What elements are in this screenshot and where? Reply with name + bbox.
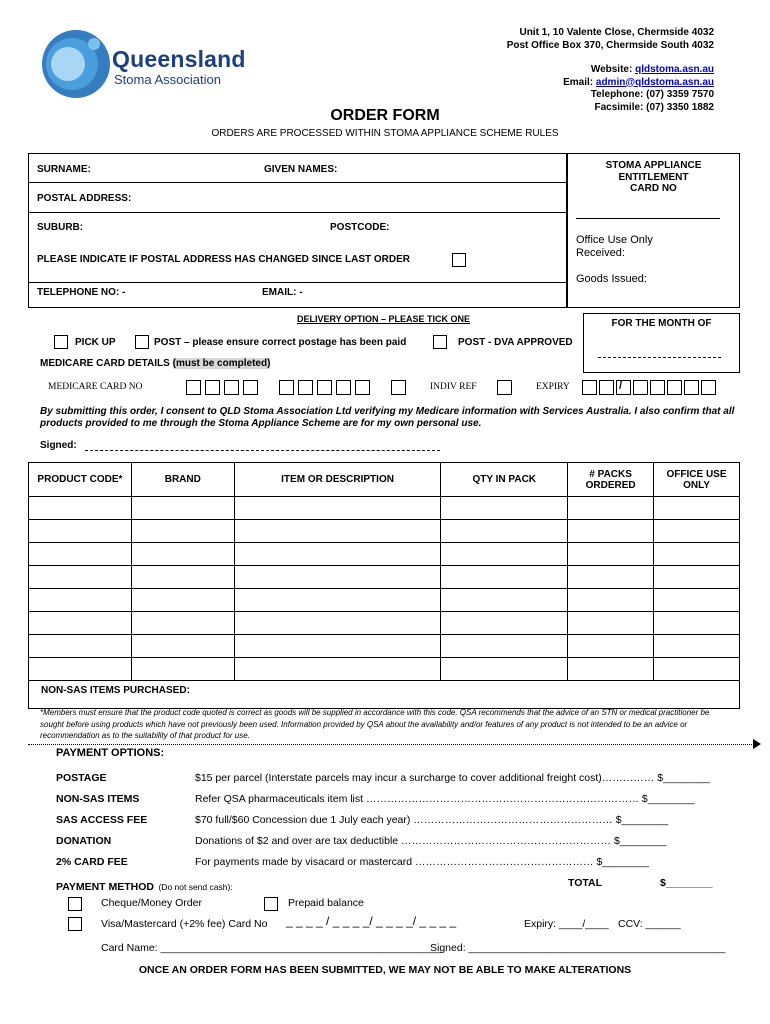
signature-line[interactable] [85, 450, 440, 451]
non-sas-label: NON-SAS ITEMS PURCHASED: [41, 685, 190, 696]
office-use-text: Office Use Only Received: [576, 234, 653, 259]
payment-row-sas-fee: SAS ACCESS FEE $70 full/$60 Concession due 1 July each year) ………………………………………………… $________ [56, 814, 669, 826]
prepaid-checkbox[interactable] [264, 897, 278, 911]
medicare-digit-box[interactable] [243, 380, 258, 395]
email-line: Email: admin@qldstoma.asn.au [563, 76, 714, 88]
card-expiry-field[interactable]: Expiry: ____/____ [524, 918, 609, 930]
disclaimer-text: *Members must ensure that the product code quoted is correct as goods will be supplied in accordance with this code. QSA recommends that the advice of an STN or medical practitioner be sought before using products which have not previously been used. Information provided by QSA about the availability and/or features of any product is not intended to be an advice or recommendation as to the suitability of that product for use. [40, 708, 710, 740]
post-label: POST – please ensure correct postage has been paid [154, 337, 407, 348]
col-header-brand: BRAND [131, 463, 234, 497]
form-title: ORDER FORM [330, 107, 440, 124]
medicare-digit-box[interactable] [279, 380, 294, 395]
payment-sas-fee-amount[interactable]: $70 full/$60 Concession due 1 July each year) ………………………………………………… $________ [195, 814, 669, 826]
payment-donation-amount[interactable]: Donations of $2 and over are tax deductible …………………………………………………… $________ [195, 835, 667, 847]
products-table [28, 462, 740, 709]
total-amount[interactable]: $________ [660, 877, 713, 889]
medicare-digit-box[interactable] [355, 380, 370, 395]
medicare-digit-box[interactable] [186, 380, 201, 395]
visa-checkbox[interactable] [68, 917, 82, 931]
postal-address-label[interactable]: POSTAL ADDRESS: [37, 193, 132, 204]
medicare-card-no-label: MEDICARE CARD NO [48, 382, 143, 392]
cut-line [28, 744, 756, 745]
entitlement-heading: STOMA APPLIANCE ENTITLEMENT CARD NO [605, 160, 702, 194]
payment-method-label: PAYMENT METHOD (Do not send cash): [56, 881, 233, 893]
prepaid-label: Prepaid balance [288, 897, 364, 909]
table-row [29, 612, 740, 635]
payment-postage-amount[interactable]: $15 per parcel (Interstate parcels may incur a surcharge to cover additional freight cost)…………… $________ [195, 772, 710, 784]
logo [28, 24, 258, 104]
payment-heading: PAYMENT OPTIONS: [56, 747, 165, 759]
table-row [29, 658, 740, 681]
cut-arrow-icon [753, 739, 761, 749]
month-line[interactable] [598, 357, 721, 358]
col-header-product-code: PRODUCT CODE* [29, 463, 132, 497]
expiry-digit-box[interactable] [599, 380, 614, 395]
expiry-digit-box[interactable] [633, 380, 648, 395]
medicare-digit-box[interactable] [317, 380, 332, 395]
post-checkbox[interactable] [135, 335, 149, 349]
telephone-line: Telephone: (07) 3359 7570 [590, 89, 714, 100]
payment-card-fee-amount[interactable]: For payments made by visacard or mastercard …………………………………………… $________ [195, 856, 649, 868]
dva-checkbox[interactable] [433, 335, 447, 349]
expiry-label: EXPIRY [536, 382, 570, 392]
indiv-ref-label: INDIV REF [430, 382, 477, 392]
payment-row-non-sas: NON-SAS ITEMS Refer QSA pharmaceuticals item list …………………………………………………………………… $________ [56, 793, 695, 805]
total-label: TOTAL [568, 877, 603, 889]
expiry-digit-box[interactable] [684, 380, 699, 395]
given-names-label[interactable]: GIVEN NAMES: [264, 164, 338, 175]
expiry-digit-box[interactable] [667, 380, 682, 395]
medicare-digit-box[interactable] [391, 380, 406, 395]
expiry-digit-box[interactable] [582, 380, 597, 395]
indiv-ref-box[interactable] [497, 380, 512, 395]
logo-subtitle: Stoma Association [114, 72, 221, 87]
card-number-field[interactable]: _ _ _ _ / _ _ _ _/ _ _ _ _/ _ _ _ _ [286, 914, 457, 928]
facsimile-line: Facsimile: (07) 3350 1882 [594, 101, 714, 113]
address-line-1: Unit 1, 10 Valente Close, Chermside 4032 [519, 27, 714, 38]
telephone-label[interactable]: TELEPHONE NO: - [37, 287, 126, 298]
email-label[interactable]: EMAIL: - [262, 287, 303, 298]
table-row [29, 497, 740, 520]
logo-title: Queensland [112, 46, 246, 72]
entitlement-card-line[interactable] [576, 218, 720, 219]
medicare-digit-box[interactable] [298, 380, 313, 395]
medicare-digit-box[interactable] [336, 380, 351, 395]
for-month-label: FOR THE MONTH OF [611, 318, 712, 329]
email-link[interactable]: admin@qldstoma.asn.au [595, 76, 714, 88]
table-row [29, 566, 740, 589]
contact-block [507, 27, 714, 114]
col-header-packs: # PACKS ORDERED [568, 463, 654, 497]
address-changed-label: PLEASE INDICATE IF POSTAL ADDRESS HAS CHANGED SINCE LAST ORDER [37, 254, 410, 265]
payment-non-sas-amount[interactable]: Refer QSA pharmaceuticals item list …………………………………………………………………… $________ [195, 793, 695, 805]
payment-row-postage: POSTAGE $15 per parcel (Interstate parcels may incur a surcharge to cover additional freight cost)…………… $________ [56, 772, 710, 784]
expiry-slash: / [619, 380, 623, 392]
col-header-item: ITEM OR DESCRIPTION [234, 463, 441, 497]
form-subtitle: ORDERS ARE PROCESSED WITHIN STOMA APPLIANCE SCHEME RULES [211, 128, 559, 139]
expiry-digit-box[interactable] [650, 380, 665, 395]
postcode-label[interactable]: POSTCODE: [330, 222, 390, 233]
dva-label: POST - DVA APPROVED [458, 337, 573, 348]
cheque-label: Cheque/Money Order [101, 897, 202, 909]
table-row [29, 589, 740, 612]
cheque-checkbox[interactable] [68, 897, 82, 911]
card-signed-field[interactable]: Signed: ____________________________________________ [430, 942, 726, 954]
table-row [29, 543, 740, 566]
table-row [29, 520, 740, 543]
suburb-label[interactable]: SUBURB: [37, 222, 84, 233]
medicare-digit-box[interactable] [205, 380, 220, 395]
goods-issued-text: Goods Issued: [576, 273, 647, 285]
table-row [29, 635, 740, 658]
visa-label: Visa/Mastercard (+2% fee) Card No [101, 918, 268, 930]
signed-label: Signed: [40, 440, 77, 451]
ccv-field[interactable]: CCV: ______ [618, 918, 681, 930]
medicare-heading: MEDICARE CARD DETAILS (must be completed) [40, 358, 271, 369]
address-changed-checkbox[interactable] [452, 253, 466, 267]
pickup-checkbox[interactable] [54, 335, 68, 349]
col-header-office: OFFICE USE ONLY [654, 463, 740, 497]
medicare-digit-box[interactable] [224, 380, 239, 395]
payment-row-card-fee: 2% CARD FEE For payments made by visacard or mastercard …………………………………………… $________ [56, 856, 649, 868]
consent-text: By submitting this order, I consent to QLD Stoma Association Ltd verifying my Medicare information with Services Australia. I also confirm that all products provided to me through the Stoma Appliance Scheme are for my own personal use. [40, 406, 735, 429]
delivery-heading: DELIVERY OPTION – PLEASE TICK ONE [297, 314, 471, 324]
personal-details-box [28, 153, 567, 308]
website-line: Website: qldstoma.asn.au [590, 64, 714, 75]
non-sas-row[interactable] [29, 681, 740, 709]
col-header-qty: QTY IN PACK [441, 463, 568, 497]
surname-label[interactable]: SURNAME: [37, 164, 91, 175]
website-link[interactable]: qldstoma.asn.au [635, 64, 714, 75]
card-name-field[interactable]: Card Name: ________________________________________________ [101, 942, 441, 954]
pickup-label: PICK UP [75, 337, 116, 348]
expiry-digit-box[interactable] [701, 380, 716, 395]
address-line-2: Post Office Box 370, Chermside South 4032 [506, 39, 714, 51]
footer-notice: ONCE AN ORDER FORM HAS BEEN SUBMITTED, WE MAY NOT BE ABLE TO MAKE ALTERATIONS [138, 964, 632, 976]
payment-row-donation: DONATION Donations of $2 and over are tax deductible …………………………………………………… $________ [56, 835, 667, 847]
